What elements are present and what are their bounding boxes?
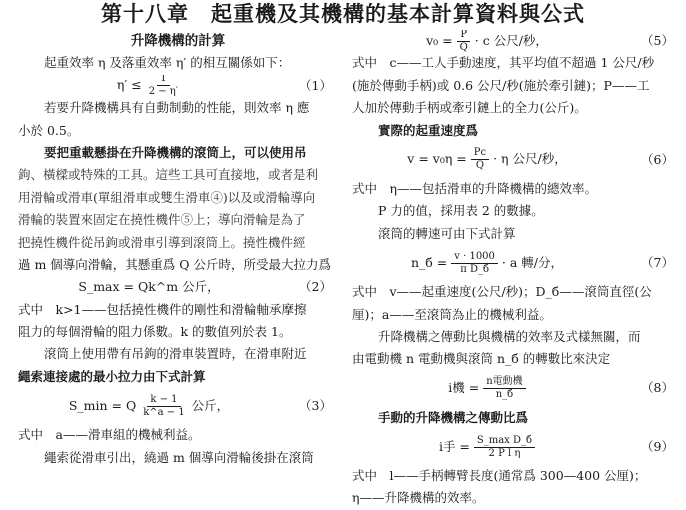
equation-number: （7）	[641, 254, 674, 270]
section-heading: 升降機構的計算	[130, 33, 226, 49]
equation-8	[352, 371, 680, 407]
fraction: $\frac{P}{Q}$	[457, 30, 471, 52]
equation-7	[352, 245, 680, 281]
equation-9	[352, 429, 680, 465]
equation-body: i手 = $\frac{\text{S\_max D\_б}}{\text{2 P l η}}$	[352, 435, 622, 460]
paragraph-line: 升降機構之傳動比與機構的效率及式樣無關，而	[378, 328, 641, 344]
equation-number: （9）	[641, 438, 674, 454]
paragraph-line: η——升降機構的效率。	[352, 490, 485, 506]
paragraph-line: 滾筒上使用帶有吊鉤的滑車裝置時，在滑車附近	[44, 346, 307, 362]
paragraph-line: 滾筒的轉速可由下式計算	[378, 225, 516, 241]
paragraph-line: 式中 l——手柄轉臂長度(通常爲 300—400 公厘)；	[352, 468, 647, 484]
paragraph-line: 式中 k>1——包括撓性機件的剛性和滑輪軸承摩擦	[18, 301, 307, 317]
paragraph-line: 把撓性機件從吊鉤或滑車引導到滾筒上。撓性機件經	[18, 234, 306, 250]
equation-body: n_б = $\frac{v \cdot 1000}{\text{π D\_б}}$ · a 轉/分，	[411, 250, 563, 275]
equation-body: S_max = Qk^m 公斤，	[78, 279, 220, 295]
paragraph-line: 要把重載懸掛在升降機構的滾筒上，可以使用吊	[44, 144, 307, 160]
equation-number: （1）	[299, 77, 332, 93]
equation-1	[18, 75, 338, 97]
paragraph-line: 手動的升降機構之傳動比爲	[378, 409, 529, 425]
paragraph-line: P 力的值，採用表 2 的數據。	[378, 203, 544, 219]
equation-number: （8）	[641, 380, 674, 396]
equation-2	[18, 276, 338, 298]
fraction: $\frac{1}{2 - \eta'}$	[148, 74, 179, 98]
paragraph-line: 阻力的每個滑輪的阻力係數。k 的數值列於表 1。	[18, 324, 292, 340]
page-title: 第十八章 起重機及其機構的基本計算資料與公式	[101, 1, 585, 26]
paragraph-line: 起重效率 η 及落重效率 η′ 的相互關係如下：	[44, 55, 291, 71]
equation-body: i機 = $\frac{\text{n電動機}}{n\_б}$	[352, 376, 622, 401]
paragraph-line: 繩索從滑車引出，繞過 m 個導向滑輪後掛在滾筒	[44, 449, 314, 465]
equation-number: （3）	[299, 398, 332, 414]
paragraph-line: 式中 v——起重速度(公尺/秒)；D_б——滾筒直徑(公	[352, 284, 652, 300]
paragraph-line: 若要升降機構具有自動制動的性能，則效率 η 應	[44, 100, 310, 116]
paragraph-line: 實際的起重速度爲	[378, 122, 479, 138]
fraction: $\frac{k - 1}{k\^{}a - 1}$	[143, 393, 185, 418]
right-column	[352, 30, 680, 510]
paragraph-line: 用滑輪或滑車(單組滑車或雙生滑車④)以及或滑輪導向	[18, 189, 316, 205]
equation-3	[18, 388, 338, 424]
equation-number: （2）	[299, 279, 332, 295]
left-column	[18, 30, 338, 469]
equation-number: （6）	[641, 151, 674, 167]
paragraph-line: 由電動機 n 電動機與滾筒 n_б 的轉數比來決定	[352, 351, 611, 367]
paragraph-line: 厘)；a——至滾筒為止的機械利益。	[352, 306, 552, 322]
paragraph-line: 小於 0.5。	[18, 122, 80, 138]
equation-body: S_min = Q $\frac{k - 1}{k\^{}a - 1}$ 公斤，	[68, 393, 230, 418]
fraction: $\frac{v \cdot 1000}{\text{π D\_б}}$	[451, 251, 498, 276]
paragraph-line: 鉤、橫樑或特殊的工具。這些工具可直接地，或者是利	[18, 167, 319, 183]
paragraph-line: 式中 η——包括滑車的升降機構的總效率。	[352, 180, 597, 196]
equation-body: η′ ≤ $\frac{1}{2 - \eta'}$	[18, 75, 280, 97]
equation-5	[352, 30, 680, 52]
equation-6	[352, 142, 680, 178]
equation-body: v = v₀η = $\frac{Pc}{Q}$ · η 公尺/秒，	[407, 147, 567, 172]
paragraph-line: 式中 a——滑車組的機械利益。	[18, 427, 201, 443]
equation-body: v₀ = $\frac{P}{Q}$ · c 公尺/秒，	[426, 30, 548, 53]
fraction: $\frac{Pc}{Q}$	[471, 147, 489, 172]
paragraph-line: (施於傳動手柄)或 0.6 公尺/秒(施於牽引鏈)；P——工	[352, 77, 650, 93]
paragraph-line: 滑輪的裝置來固定在撓性機件⑤上；導向滑輪是為了	[18, 212, 306, 228]
paragraph-line: 人加於傳動手柄或牽引鏈上的全力(公斤)。	[352, 100, 587, 116]
paragraph-line: 式中 c——工人手動速度，其平均值不超過 1 公尺/秒	[352, 55, 655, 71]
fraction: $\frac{\text{S\_max D\_б}}{\text{2 P l η}}$	[474, 435, 535, 460]
paragraph-line: 繩索連接處的最小拉力由下式計算	[18, 368, 206, 384]
paragraph-line: 過 m 個導向滑輪，其懸重爲 Q 公斤時，所受最大拉力爲	[18, 256, 331, 272]
fraction: $\frac{\text{n電動機}}{n\_б}$	[483, 376, 525, 401]
equation-number: （5）	[641, 33, 674, 48]
